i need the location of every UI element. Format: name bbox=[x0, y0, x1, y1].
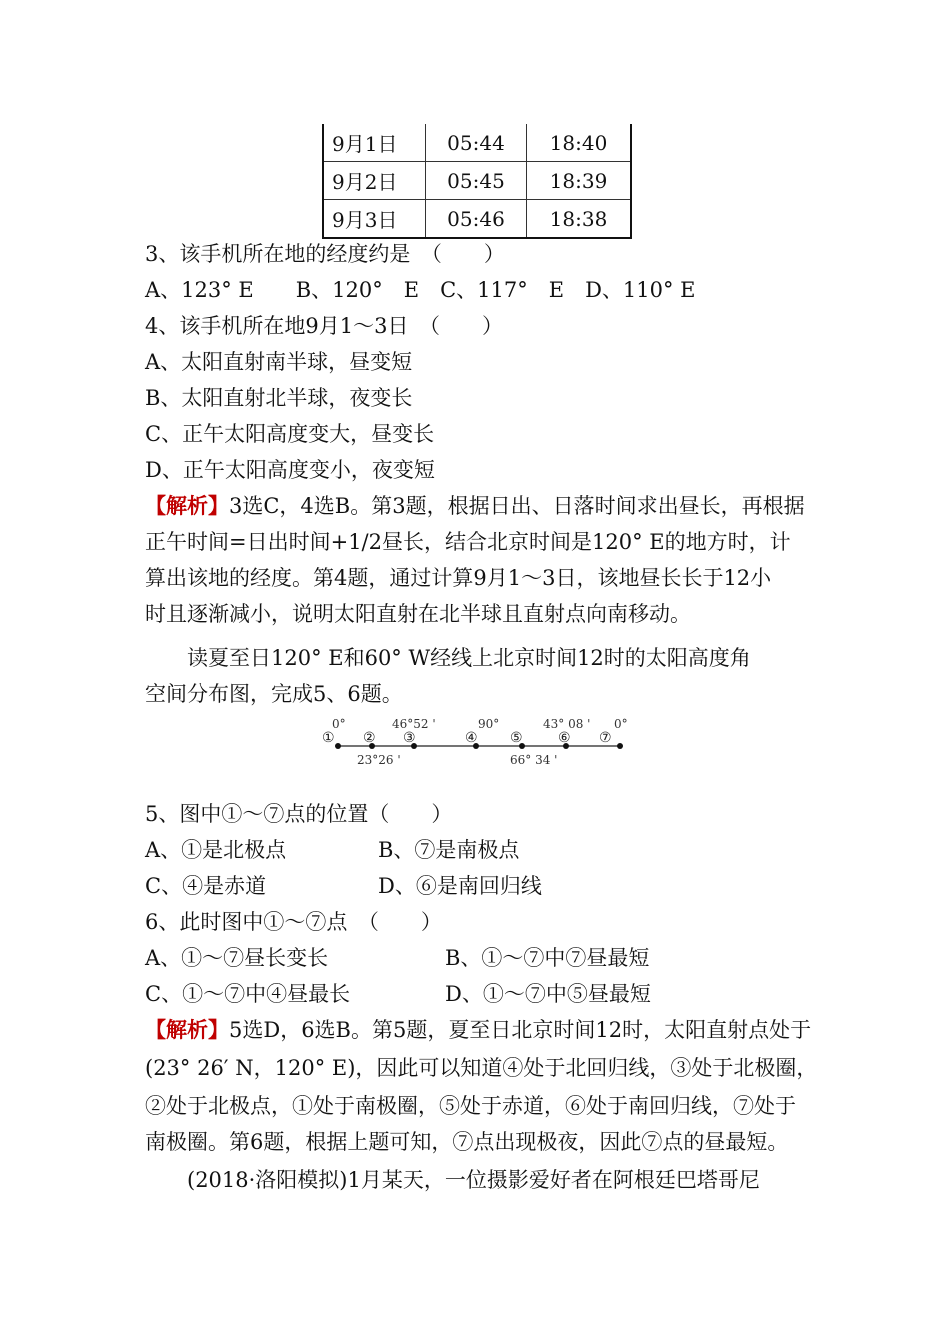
top-label: 43° 08 ' bbox=[543, 717, 591, 731]
sunrise-sunset-table bbox=[322, 124, 632, 239]
q6-option-a: A、①～⑦昼长变长 bbox=[145, 946, 329, 970]
q4-option-d: D、正午太阳高度变小，夜变短 bbox=[145, 458, 435, 482]
top-label: 90° bbox=[478, 717, 500, 731]
figure-point-7 bbox=[617, 743, 623, 749]
analysis-2-line-3: ②处于北极点，①处于南极圈，⑤处于赤道，⑥处于南回归线，⑦处于 bbox=[145, 1094, 796, 1118]
table-cell: 05:44 bbox=[426, 124, 527, 162]
table-cell: 18:40 bbox=[527, 124, 632, 162]
table-cell: 05:45 bbox=[426, 162, 527, 200]
analysis-tag: 【解析】 bbox=[145, 493, 229, 518]
q4-stem: 4、该手机所在地9月1～3日 （ ） bbox=[145, 314, 503, 338]
q6-stem: 6、此时图中①～⑦点 （ ） bbox=[145, 910, 442, 934]
point-label-2: ② bbox=[363, 730, 376, 746]
figure-point-1 bbox=[335, 743, 341, 749]
table-cell: 9月3日 bbox=[323, 200, 426, 239]
point-label-6: ⑥ bbox=[558, 730, 571, 746]
q4-option-c: C、正午太阳高度变大，昼变长 bbox=[145, 422, 435, 446]
q5-option-a: A、①是北极点 bbox=[145, 838, 287, 862]
analysis-1-line-3: 算出该地的经度。第4题，通过计算9月1～3日，该地昼长长于12小 bbox=[145, 566, 772, 590]
analysis-1-line-4: 时且逐渐减小，说明太阳直射在北半球且直射点向南移动。 bbox=[145, 602, 691, 626]
point-label-4: ④ bbox=[465, 730, 478, 746]
table-row bbox=[323, 162, 631, 200]
table-cell: 18:39 bbox=[527, 162, 632, 200]
point-label-7: ⑦ bbox=[599, 730, 612, 746]
table-cell: 9月1日 bbox=[323, 124, 426, 162]
top-label: 0° bbox=[332, 717, 346, 731]
solar-altitude-figure bbox=[310, 712, 650, 772]
q6-option-d: D、①～⑦中⑤昼最短 bbox=[445, 982, 651, 1006]
q4-option-b: B、太阳直射北半球，夜变长 bbox=[145, 386, 413, 410]
point-label-3: ③ bbox=[403, 730, 416, 746]
point-label-1: ① bbox=[322, 730, 335, 746]
q3-stem: 3、该手机所在地的经度约是 （ ） bbox=[145, 242, 505, 266]
bottom-label: 23°26 ' bbox=[357, 753, 401, 767]
q5-option-d: D、⑥是南回归线 bbox=[378, 874, 542, 898]
table-row bbox=[323, 124, 631, 162]
analysis-1-line-1: 【解析】3选C，4选B。第3题，根据日出、日落时间求出昼长，再根据 bbox=[145, 493, 805, 518]
analysis-2-line-2: (23° 26′ N，120° E)，因此可以知道④处于北回归线，③处于北极圈， bbox=[145, 1056, 818, 1080]
bottom-label: 66° 34 ' bbox=[510, 753, 558, 767]
analysis-1-line-2: 正午时间=日出时间+1/2昼长，结合北京时间是120° E的地方时，计 bbox=[145, 530, 791, 554]
q6-option-b: B、①～⑦中⑦昼最短 bbox=[445, 946, 650, 970]
q5-option-b: B、⑦是南极点 bbox=[378, 838, 520, 862]
top-label: 0° bbox=[614, 717, 628, 731]
analysis-2-line-4: 南极圈。第6题，根据上题可知，⑦点出现极夜，因此⑦点的昼最短。 bbox=[145, 1130, 789, 1154]
table-cell: 05:46 bbox=[426, 200, 527, 239]
q3-options: A、123° E B、120° E C、117° E D、110° E bbox=[145, 278, 696, 302]
intro-line-1: 读夏至日120° E和60° W经线上北京时间12时的太阳高度角 bbox=[187, 646, 751, 670]
q6-option-c: C、①～⑦中④昼最长 bbox=[145, 982, 351, 1006]
point-label-5: ⑤ bbox=[510, 730, 523, 746]
next-question-line: (2018·洛阳模拟)1月某天，一位摄影爱好者在阿根廷巴塔哥尼 bbox=[187, 1168, 760, 1192]
table-row bbox=[323, 200, 631, 239]
analysis-tag: 【解析】 bbox=[145, 1017, 229, 1042]
table-cell: 18:38 bbox=[527, 200, 632, 239]
top-label: 46°52 ' bbox=[392, 717, 436, 731]
intro-line-2: 空间分布图，完成5、6题。 bbox=[145, 682, 403, 706]
q5-option-c: C、④是赤道 bbox=[145, 874, 267, 898]
q4-option-a: A、太阳直射南半球，昼变短 bbox=[145, 350, 413, 374]
table-cell: 9月2日 bbox=[323, 162, 426, 200]
q5-stem: 5、图中①～⑦点的位置（ ） bbox=[145, 802, 453, 826]
analysis-2-line-1: 【解析】5选D，6选B。第5题，夏至日北京时间12时，太阳直射点处于 bbox=[145, 1017, 812, 1042]
